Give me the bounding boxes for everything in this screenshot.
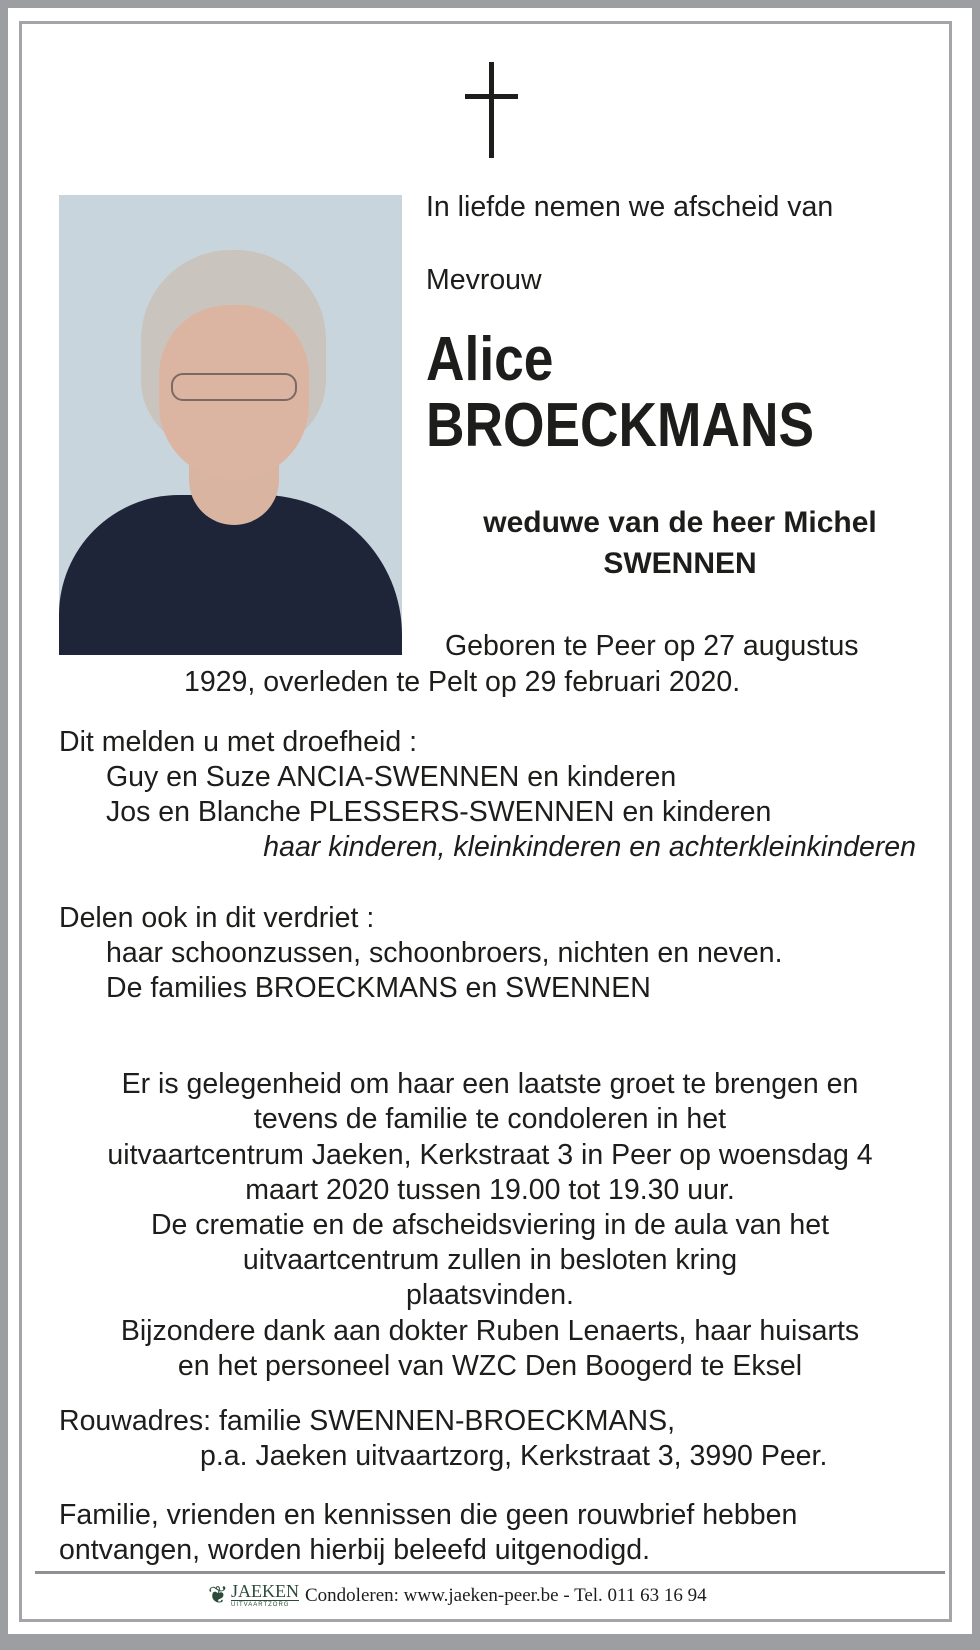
jaeken-logo: [208, 1581, 299, 1611]
share-line: De families BROECKMANS en SWENNEN: [106, 972, 651, 1004]
logo-name: JAEKEN: [231, 1581, 299, 1601]
first-name: Alice: [426, 325, 554, 394]
bird-icon: ❦: [208, 1582, 229, 1609]
title-text: Mevrouw: [426, 264, 542, 296]
cross-icon-bar: [465, 94, 518, 99]
footer-divider: [35, 1571, 945, 1574]
birth-line: Geboren te Peer op 27 augustus: [445, 630, 859, 662]
cross-icon: [489, 62, 494, 158]
announce-line: Jos en Blanche PLESSERS-SWENNEN en kinderen: [106, 796, 772, 828]
logo-subtitle: UITVAARTZORG: [231, 1602, 290, 1608]
announce-line: Guy en Suze ANCIA-SWENNEN en kinderen: [106, 761, 677, 793]
announce-heading: Dit melden u met droefheid :: [59, 726, 418, 758]
details-line: en het personeel van WZC Den Boogerd te Eksel: [177, 1350, 803, 1382]
share-heading: Delen ook in dit verdriet :: [59, 902, 375, 934]
details-line: tevens de familie te condoleren in het: [253, 1103, 727, 1135]
details-line: uitvaartcentrum Jaeken, Kerkstraat 3 in Peer op woensdag 4: [107, 1139, 873, 1171]
address-line-1: Rouwadres: familie SWENNEN-BROECKMANS,: [59, 1405, 676, 1437]
share-line: haar schoonzussen, schoonbroers, nichten en neven.: [106, 937, 783, 969]
address-line-2: p.a. Jaeken uitvaartzorg, Kerkstraat 3, 3990 Peer.: [200, 1440, 828, 1472]
footer: [208, 1581, 707, 1611]
details-line: Bijzondere dank aan dokter Ruben Lenaerts, haar huisarts: [120, 1315, 860, 1347]
invite-line-1: Familie, vrienden en kennissen die geen rouwbrief hebben: [59, 1499, 798, 1531]
details-line: maart 2020 tussen 19.00 tot 19.30 uur.: [245, 1174, 735, 1206]
intro-text: In liefde nemen we afscheid van: [426, 191, 834, 223]
photo-glasses: [171, 373, 297, 401]
announce-relation: haar kinderen, kleinkinderen en achterkleinkinderen: [263, 831, 916, 863]
condolence-contact[interactable]: Condoleren: www.jaeken-peer.be - Tel. 011 63 16 94: [305, 1585, 707, 1606]
widow-line-1: weduwe van de heer Michel: [483, 506, 877, 539]
details-line: plaatsvinden.: [406, 1279, 574, 1311]
last-name: BROECKMANS: [426, 391, 815, 460]
invite-line-2: ontvangen, worden hierbij beleefd uitgenodigd.: [59, 1534, 651, 1566]
portrait-photo: [59, 195, 402, 655]
details-line: Er is gelegenheid om haar een laatste groet te brengen en: [121, 1068, 859, 1100]
death-line: 1929, overleden te Pelt op 29 februari 2020.: [184, 666, 741, 698]
details-line: De crematie en de afscheidsviering in de aula van het: [150, 1209, 830, 1241]
widow-line-2: SWENNEN: [603, 547, 757, 580]
details-line: uitvaartcentrum zullen in besloten kring: [242, 1244, 738, 1276]
